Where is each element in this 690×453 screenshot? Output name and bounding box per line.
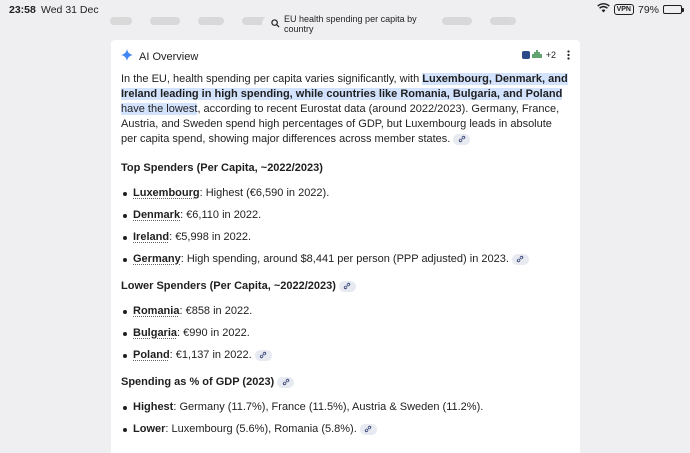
term-link[interactable]: Denmark	[133, 209, 181, 221]
search-icon	[271, 19, 280, 30]
ai-overview-content	[121, 72, 569, 449]
intro-highlight[interactable]: Romania, Bulgaria, and Poland	[400, 88, 563, 100]
more-vert-icon[interactable]	[567, 50, 570, 61]
section-heading-text: Spending as % of GDP (2023)	[121, 376, 275, 388]
list-item-label: Highest	[133, 401, 174, 413]
list-item-text: : €858 in 2022.	[179, 305, 253, 317]
source-count: +2	[545, 50, 556, 60]
list-item	[121, 400, 569, 415]
list-item	[121, 208, 569, 223]
search-query-text: EU health spending per capita by country	[284, 14, 417, 34]
list-item	[121, 230, 569, 245]
intro-highlight[interactable]: Luxembourg, Denmark, and Ireland leading in high spending, while countries like	[121, 73, 568, 100]
intro-highlight[interactable]: have the lowest	[121, 103, 198, 115]
overview-intro	[121, 72, 569, 147]
list-item	[121, 422, 569, 437]
term-link[interactable]: Germany	[133, 253, 181, 265]
list-item-text: : Luxembourg (5.6%), Romania (5.8%).	[165, 423, 357, 435]
battery-icon	[663, 5, 682, 14]
gdp-share-list	[121, 400, 569, 437]
list-item	[121, 304, 569, 319]
top-spenders-list	[121, 186, 569, 267]
source-favicon-icon	[522, 51, 530, 59]
list-item-text: : €990 in 2022.	[177, 327, 250, 339]
link-icon[interactable]	[339, 281, 356, 292]
battery-percent: 79%	[637, 3, 659, 16]
list-item-label: Lower	[133, 423, 166, 435]
source-favicon-icon	[532, 49, 544, 61]
status-time: 23:58	[9, 4, 36, 16]
section-heading-gdp	[121, 375, 569, 390]
lower-spenders-list	[121, 304, 569, 363]
ai-overview-card	[111, 40, 580, 453]
link-icon[interactable]	[255, 350, 272, 361]
term-link[interactable]: Ireland	[133, 231, 170, 243]
list-item	[121, 186, 569, 201]
list-item-text: : Highest (€6,590 in 2022).	[199, 187, 330, 199]
gemini-sparkle-icon	[121, 48, 133, 66]
term-link[interactable]: Romania	[133, 305, 180, 317]
section-heading-text: Lower Spenders (Per Capita, ~2022/2023)	[121, 280, 336, 292]
intro-text: In the EU, health spending per capita varies significantly, with	[121, 73, 423, 85]
intro-text: , according to recent Eurostat data (around 2022/2023). Germany, France, Austria, and Sweden spend high percentages of GDP, but Luxembourg leads in absolute per capita spend, showing major differences across member states.	[121, 103, 560, 145]
section-heading-top: Top Spenders (Per Capita, ~2022/2023)	[121, 162, 323, 174]
status-right	[597, 3, 682, 16]
sources-button[interactable]	[522, 49, 556, 61]
list-item-text: : €6,110 in 2022.	[180, 209, 262, 221]
term-link[interactable]: Poland	[133, 349, 170, 361]
section-heading-lower	[121, 279, 569, 294]
search-query-pill[interactable]	[262, 15, 428, 33]
link-icon[interactable]	[453, 134, 470, 145]
list-item	[121, 252, 569, 267]
wifi-icon	[597, 3, 610, 16]
link-icon[interactable]	[360, 424, 377, 435]
ai-overview-actions	[522, 49, 570, 61]
list-item-text: : €5,998 in 2022.	[169, 231, 252, 243]
list-item-text: : High spending, around $8,441 per person (PPP adjusted) in 2023.	[180, 253, 509, 265]
list-item	[121, 326, 569, 341]
link-icon[interactable]	[512, 254, 529, 265]
term-link[interactable]: Bulgaria	[133, 327, 178, 339]
list-item-text: : Germany (11.7%), France (11.5%), Austria & Sweden (11.2%).	[173, 401, 484, 413]
term-link[interactable]: Luxembourg	[133, 187, 200, 199]
list-item-text: : €1,137 in 2022.	[169, 349, 252, 361]
ai-overview-header	[121, 49, 198, 65]
status-date: Wed 31 Dec	[41, 4, 99, 16]
ai-overview-title: AI Overview	[139, 51, 199, 63]
link-icon[interactable]	[277, 377, 294, 388]
vpn-badge: VPN	[614, 4, 634, 15]
list-item	[121, 348, 569, 363]
